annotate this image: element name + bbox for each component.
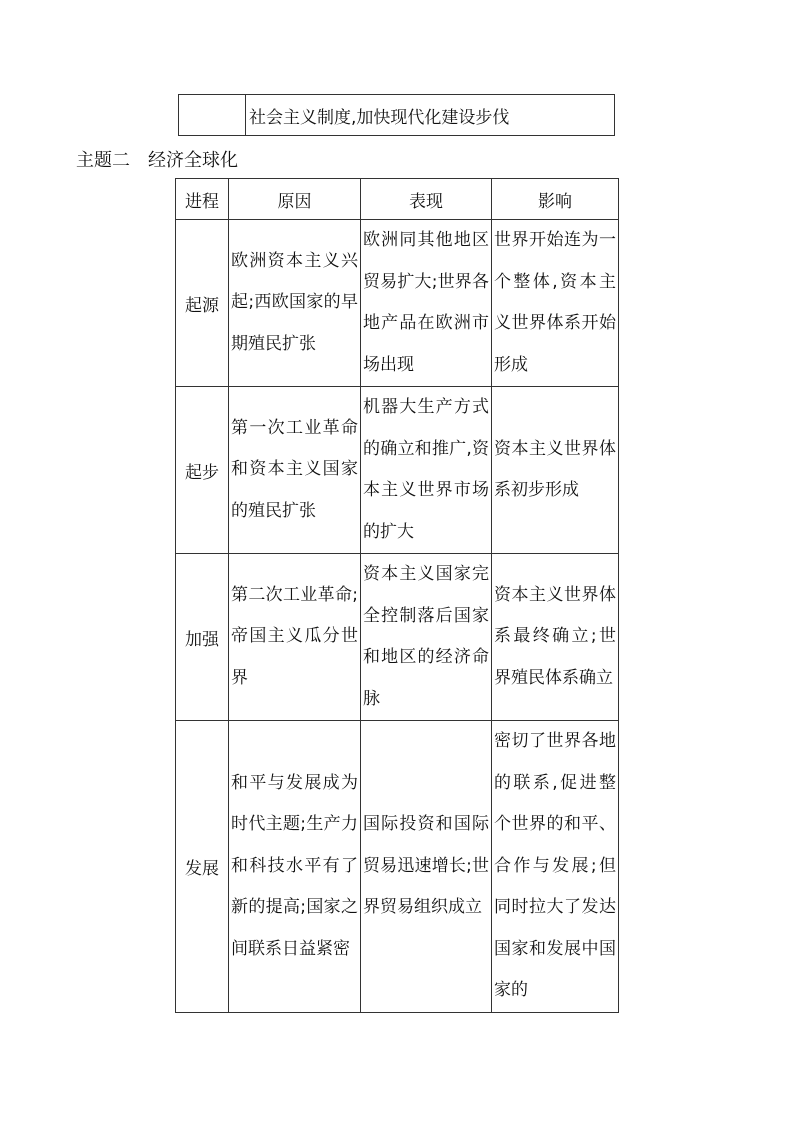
table-row: [179, 95, 615, 136]
section-title: 主题二 经济全球化: [76, 150, 238, 171]
manifestation-cell: 资本主义国家完全控制落后国家和地区的经济命脉: [361, 554, 492, 721]
globalization-table: [175, 178, 619, 1013]
impact-cell: 资本主义世界体系最终确立;世界殖民体系确立: [492, 554, 619, 721]
table-row: [176, 554, 619, 721]
header-stage: 进程: [176, 179, 229, 220]
table-row: [176, 387, 619, 554]
cause-cell: 欧洲资本主义兴起;西欧国家的早期殖民扩张: [229, 220, 361, 387]
cause-cell: 第二次工业革命;帝国主义瓜分世界: [229, 554, 361, 721]
impact-cell: 世界开始连为一个整体,资本主义世界体系开始形成: [492, 220, 619, 387]
continued-text-cell: 社会主义制度,加快现代化建设步伐: [246, 95, 615, 136]
header-cause: 原因: [229, 179, 361, 220]
table-row: [176, 721, 619, 1013]
cause-cell: 和平与发展成为时代主题;生产力和科技水平有了新的提高;国家之间联系日益紧密: [229, 721, 361, 1013]
empty-cell: [179, 95, 246, 136]
continued-table-row: [178, 94, 615, 136]
manifestation-cell: 机器大生产方式的确立和推广,资本主义世界市场的扩大: [361, 387, 492, 554]
manifestation-cell: 欧洲同其他地区贸易扩大;世界各地产品在欧洲市场出现: [361, 220, 492, 387]
stage-cell: 发展: [176, 721, 229, 1013]
stage-cell: 加强: [176, 554, 229, 721]
table-header-row: [176, 179, 619, 220]
stage-cell: 起步: [176, 387, 229, 554]
table-row: [176, 220, 619, 387]
stage-cell: 起源: [176, 220, 229, 387]
header-impact: 影响: [492, 179, 619, 220]
header-manifestation: 表现: [361, 179, 492, 220]
manifestation-cell: 国际投资和国际贸易迅速增长;世界贸易组织成立: [361, 721, 492, 1013]
cause-cell: 第一次工业革命和资本主义国家的殖民扩张: [229, 387, 361, 554]
impact-cell: 资本主义世界体系初步形成: [492, 387, 619, 554]
impact-cell: 密切了世界各地的联系,促进整个世界的和平、合作与发展;但同时拉大了发达国家和发展中国家的: [492, 721, 619, 1013]
